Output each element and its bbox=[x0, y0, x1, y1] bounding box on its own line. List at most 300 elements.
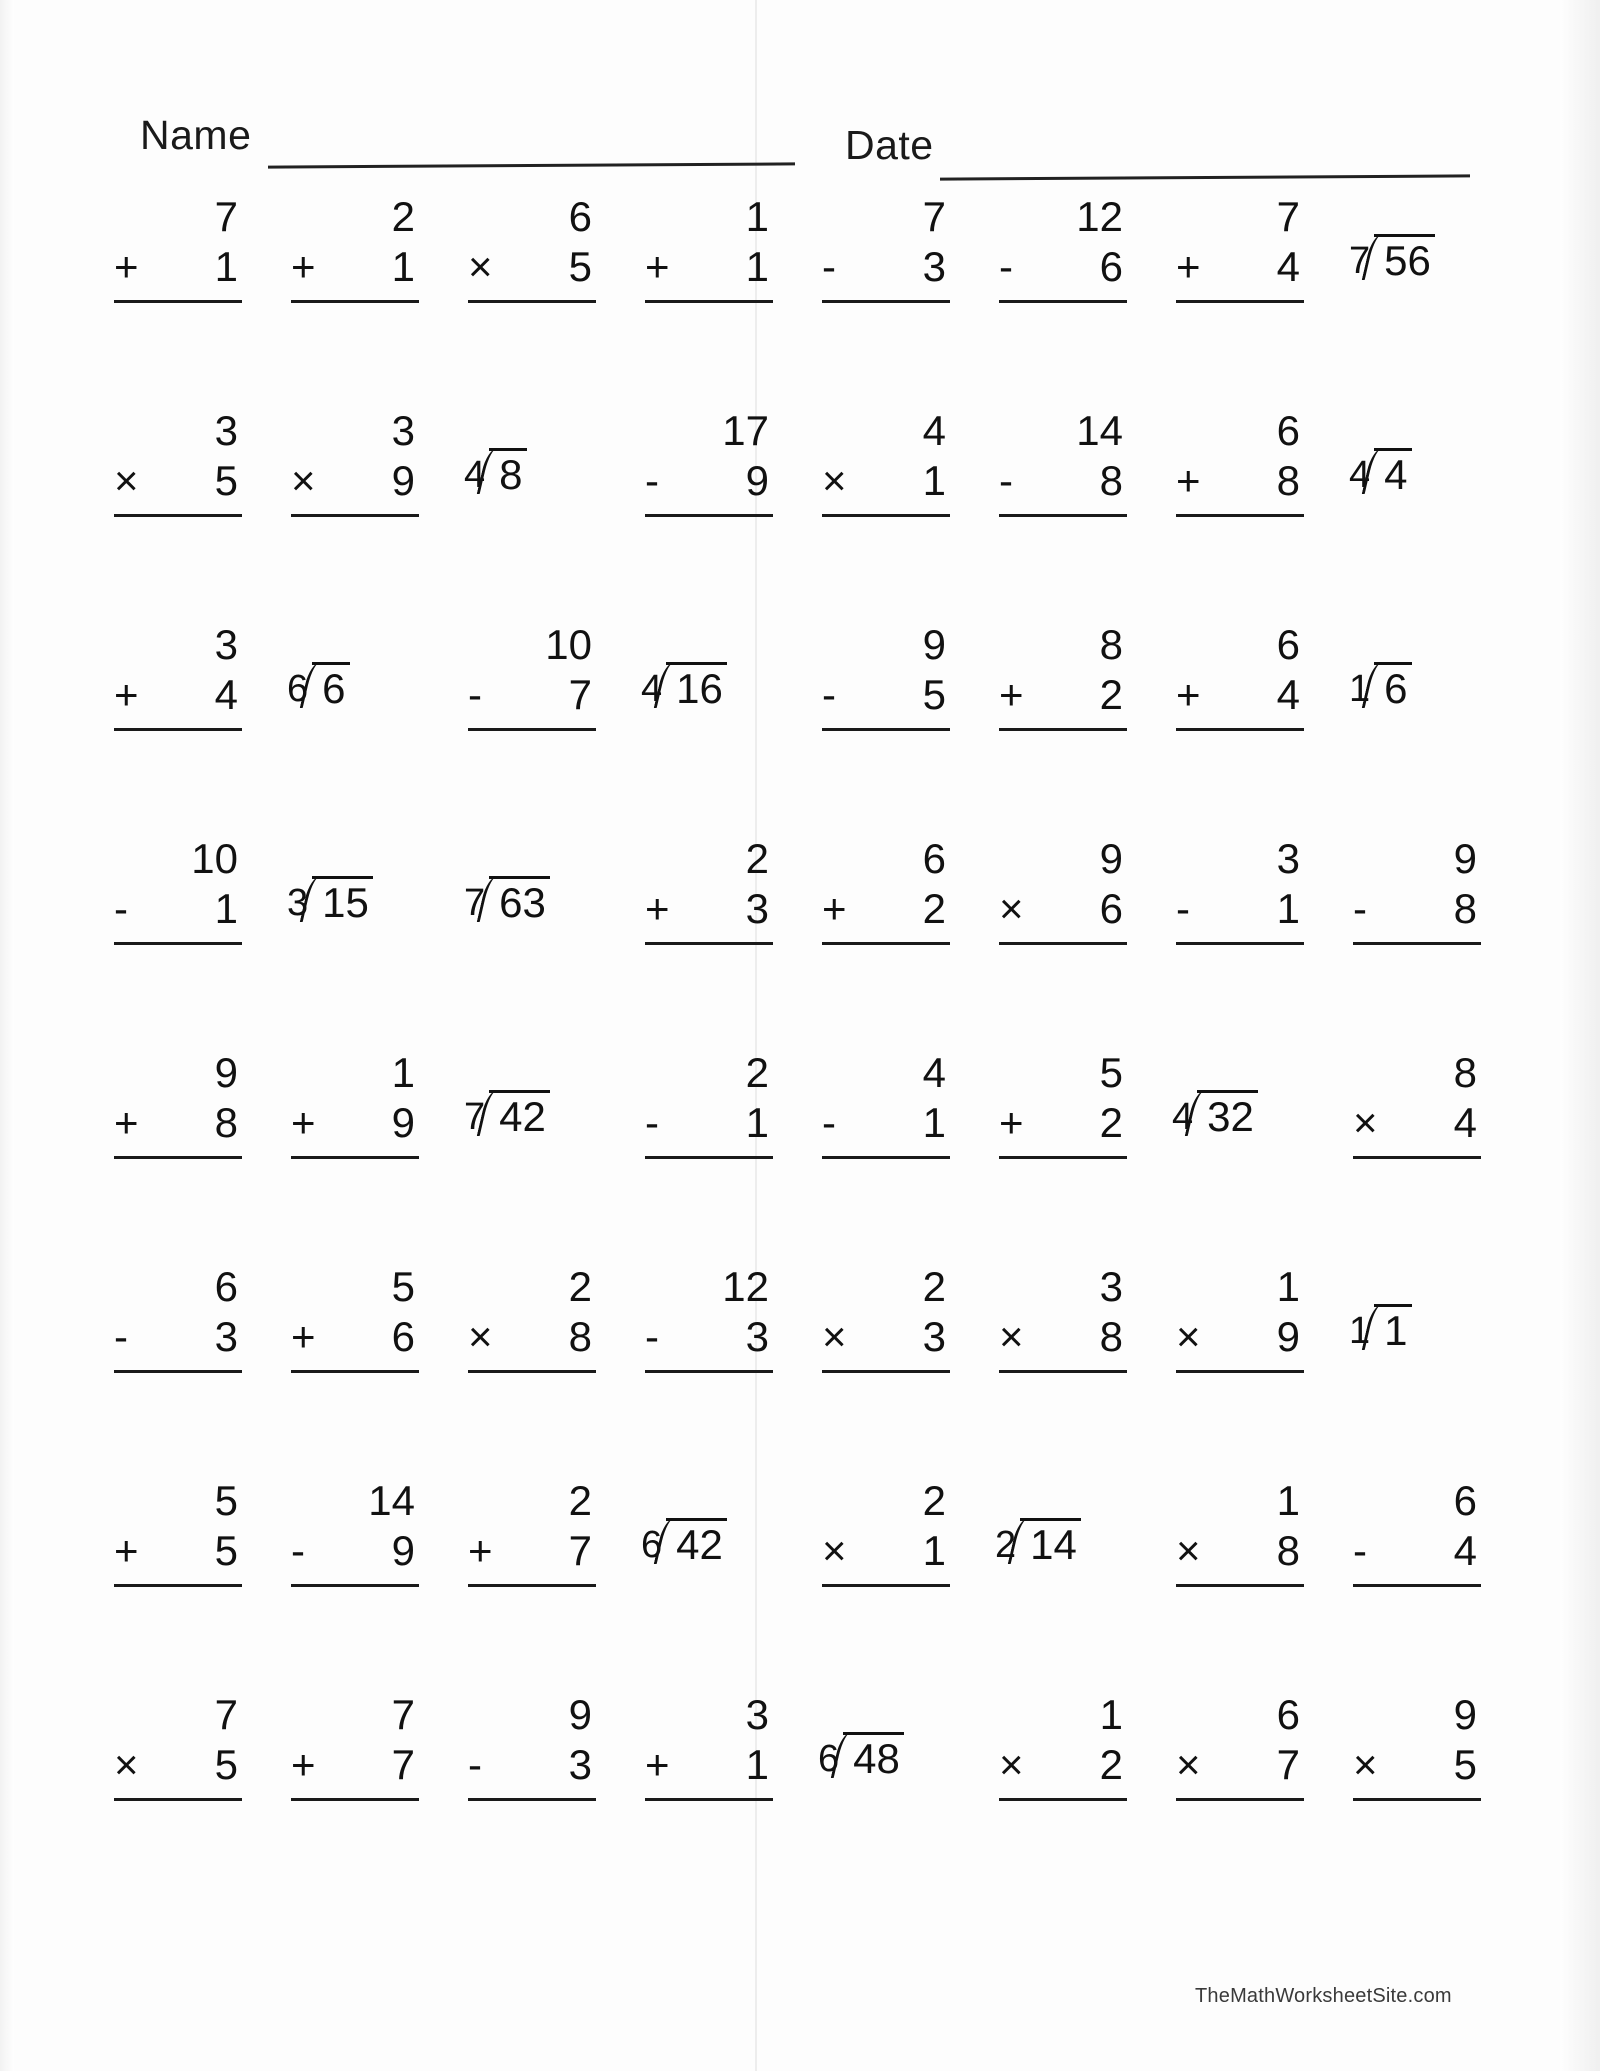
vertical-problem bbox=[999, 621, 1139, 731]
vertical-problem bbox=[645, 193, 785, 303]
vertical-problem bbox=[1353, 1049, 1493, 1159]
operator-symbol: - bbox=[999, 243, 1013, 290]
answer-rule[interactable] bbox=[1176, 514, 1304, 517]
operand-top: 4 bbox=[922, 1049, 946, 1096]
answer-rule[interactable] bbox=[468, 728, 596, 731]
division-bracket-icon bbox=[662, 1518, 727, 1566]
operator-operand-row bbox=[468, 1527, 608, 1582]
operand-bottom: 8 bbox=[568, 1313, 592, 1360]
operand-top: 2 bbox=[922, 1477, 946, 1524]
operator-symbol: + bbox=[291, 243, 316, 290]
operand-bottom: 5 bbox=[214, 457, 238, 504]
answer-rule[interactable] bbox=[645, 1370, 773, 1373]
problem-cell bbox=[273, 1688, 450, 1902]
operand-bottom: 8 bbox=[1276, 457, 1300, 504]
problem-cell bbox=[981, 404, 1158, 618]
operand-top: 17 bbox=[722, 407, 769, 454]
problem-cell bbox=[804, 832, 981, 1046]
operand-bottom: 3 bbox=[745, 885, 769, 932]
operator-symbol: × bbox=[291, 457, 316, 504]
operator-operand-row bbox=[999, 457, 1139, 512]
operator-symbol: × bbox=[468, 243, 493, 290]
operator-operand-row bbox=[999, 1099, 1139, 1154]
operator-symbol: - bbox=[822, 243, 836, 290]
problem-cell bbox=[981, 1688, 1158, 1902]
operator-symbol: + bbox=[114, 1099, 139, 1146]
operand-top: 9 bbox=[1453, 1691, 1477, 1738]
problem-cell bbox=[627, 404, 804, 618]
operand-top: 6 bbox=[1453, 1477, 1477, 1524]
operand-bottom: 9 bbox=[391, 1099, 415, 1146]
divisor: 1 bbox=[1349, 1310, 1371, 1352]
dividend: 56 bbox=[1374, 234, 1435, 282]
dividend: 48 bbox=[843, 1732, 904, 1780]
problem-cell bbox=[96, 618, 273, 832]
operator-operand-row bbox=[291, 1527, 431, 1582]
problem-cell bbox=[1335, 1046, 1512, 1260]
vertical-problem bbox=[999, 1691, 1139, 1801]
problem-cell bbox=[1335, 404, 1512, 618]
vertical-problem bbox=[114, 835, 254, 945]
operand-bottom: 8 bbox=[1099, 457, 1123, 504]
operand-top: 5 bbox=[214, 1477, 238, 1524]
operator-symbol: - bbox=[1353, 1527, 1367, 1574]
answer-rule[interactable] bbox=[645, 300, 773, 303]
operator-symbol: - bbox=[1353, 885, 1367, 932]
answer-rule[interactable] bbox=[114, 1370, 242, 1373]
answer-rule[interactable] bbox=[999, 1798, 1127, 1801]
vertical-problem bbox=[1176, 835, 1316, 945]
problem-cell bbox=[981, 1260, 1158, 1474]
divisor: 6 bbox=[818, 1738, 840, 1780]
problem-cell bbox=[96, 1046, 273, 1260]
operator-symbol: × bbox=[1176, 1527, 1201, 1574]
answer-rule[interactable] bbox=[291, 1584, 419, 1587]
dividend: 42 bbox=[489, 1090, 550, 1138]
problem-cell bbox=[1158, 1688, 1335, 1902]
vertical-problem bbox=[468, 193, 608, 303]
division-problem bbox=[818, 1732, 904, 1780]
problem-cell bbox=[273, 1474, 450, 1688]
operand-bottom: 3 bbox=[922, 1313, 946, 1360]
answer-rule[interactable] bbox=[468, 300, 596, 303]
operator-symbol: + bbox=[1176, 671, 1201, 718]
operand-top: 6 bbox=[1276, 407, 1300, 454]
operator-symbol: - bbox=[468, 1741, 482, 1788]
operator-symbol: × bbox=[114, 1741, 139, 1788]
operator-operand-row bbox=[114, 885, 254, 940]
operator-operand-row bbox=[822, 1313, 962, 1368]
operator-symbol: + bbox=[1176, 243, 1201, 290]
answer-rule[interactable] bbox=[822, 1156, 950, 1159]
operator-symbol: × bbox=[1353, 1741, 1378, 1788]
operator-symbol: - bbox=[645, 1313, 659, 1360]
operand-top: 9 bbox=[214, 1049, 238, 1096]
answer-rule[interactable] bbox=[822, 300, 950, 303]
answer-rule[interactable] bbox=[1353, 942, 1481, 945]
dividend: 16 bbox=[666, 662, 727, 710]
division-bracket-icon bbox=[485, 876, 550, 924]
answer-rule[interactable] bbox=[822, 514, 950, 517]
problem-cell bbox=[450, 1260, 627, 1474]
answer-rule[interactable] bbox=[1176, 1584, 1304, 1587]
vertical-problem bbox=[1353, 1477, 1493, 1587]
operand-top: 2 bbox=[745, 835, 769, 882]
scan-edge-left bbox=[0, 0, 14, 2071]
answer-rule[interactable] bbox=[114, 728, 242, 731]
operator-symbol: - bbox=[114, 1313, 128, 1360]
answer-rule[interactable] bbox=[468, 1584, 596, 1587]
answer-rule[interactable] bbox=[822, 1584, 950, 1587]
operator-symbol: - bbox=[114, 885, 128, 932]
problem-cell bbox=[273, 832, 450, 1046]
problem-cell bbox=[804, 618, 981, 832]
operand-top: 9 bbox=[1453, 835, 1477, 882]
operand-top: 2 bbox=[568, 1477, 592, 1524]
operand-bottom: 1 bbox=[391, 243, 415, 290]
answer-rule[interactable] bbox=[291, 1370, 419, 1373]
operator-operand-row bbox=[291, 457, 431, 512]
answer-rule[interactable] bbox=[822, 1370, 950, 1373]
operand-top: 14 bbox=[368, 1477, 415, 1524]
answer-rule[interactable] bbox=[645, 942, 773, 945]
answer-rule[interactable] bbox=[1176, 1798, 1304, 1801]
operand-top: 9 bbox=[568, 1691, 592, 1738]
problem-cell bbox=[273, 618, 450, 832]
operand-top: 10 bbox=[191, 835, 238, 882]
division-problem bbox=[464, 448, 527, 496]
problem-cell bbox=[981, 1046, 1158, 1260]
operator-symbol: - bbox=[822, 671, 836, 718]
operand-bottom: 1 bbox=[745, 243, 769, 290]
answer-rule[interactable] bbox=[1176, 300, 1304, 303]
vertical-problem bbox=[999, 1049, 1139, 1159]
dividend: 42 bbox=[666, 1518, 727, 1566]
answer-rule[interactable] bbox=[645, 1798, 773, 1801]
operator-operand-row bbox=[645, 1099, 785, 1154]
vertical-problem bbox=[114, 1477, 254, 1587]
operator-symbol: × bbox=[822, 457, 847, 504]
division-bracket-icon bbox=[485, 448, 526, 496]
date-input-line[interactable] bbox=[940, 174, 1470, 180]
operator-symbol: + bbox=[645, 243, 670, 290]
division-bracket-icon bbox=[308, 662, 349, 710]
operand-top: 5 bbox=[391, 1263, 415, 1310]
answer-rule[interactable] bbox=[1353, 1584, 1481, 1587]
vertical-problem bbox=[114, 1049, 254, 1159]
operator-operand-row bbox=[114, 1741, 254, 1796]
divisor: 7 bbox=[464, 882, 486, 924]
operator-symbol: + bbox=[291, 1099, 316, 1146]
operator-operand-row bbox=[114, 457, 254, 512]
answer-rule[interactable] bbox=[999, 300, 1127, 303]
operator-symbol: - bbox=[645, 1099, 659, 1146]
problem-cell bbox=[1158, 190, 1335, 404]
operand-bottom: 5 bbox=[922, 671, 946, 718]
operand-bottom: 1 bbox=[745, 1741, 769, 1788]
operand-top: 4 bbox=[922, 407, 946, 454]
operand-bottom: 1 bbox=[922, 1527, 946, 1574]
answer-rule[interactable] bbox=[114, 514, 242, 517]
problem-cell bbox=[627, 618, 804, 832]
operator-operand-row bbox=[645, 885, 785, 940]
problem-cell bbox=[1335, 618, 1512, 832]
footer-credit: TheMathWorksheetSite.com bbox=[1195, 1985, 1452, 2007]
problem-grid bbox=[96, 190, 1516, 1902]
answer-rule[interactable] bbox=[1176, 728, 1304, 731]
operand-top: 1 bbox=[745, 193, 769, 240]
operand-top: 3 bbox=[214, 621, 238, 668]
operand-bottom: 6 bbox=[1099, 885, 1123, 932]
operator-symbol: × bbox=[468, 1313, 493, 1360]
problem-cell bbox=[981, 832, 1158, 1046]
problem-cell bbox=[804, 190, 981, 404]
operator-operand-row bbox=[999, 1313, 1139, 1368]
answer-rule[interactable] bbox=[645, 1156, 773, 1159]
operand-top: 6 bbox=[1276, 621, 1300, 668]
vertical-problem bbox=[1176, 1477, 1316, 1587]
vertical-problem bbox=[645, 835, 785, 945]
division-problem bbox=[464, 1090, 550, 1138]
answer-rule[interactable] bbox=[822, 942, 950, 945]
answer-rule[interactable] bbox=[1353, 1798, 1481, 1801]
operand-bottom: 5 bbox=[1453, 1741, 1477, 1788]
problem-cell bbox=[450, 190, 627, 404]
vertical-problem bbox=[999, 835, 1139, 945]
operator-operand-row bbox=[114, 1099, 254, 1154]
vertical-problem bbox=[468, 1477, 608, 1587]
problem-cell bbox=[627, 190, 804, 404]
operand-bottom: 9 bbox=[391, 457, 415, 504]
division-problem bbox=[1349, 234, 1435, 282]
answer-rule[interactable] bbox=[999, 942, 1127, 945]
operator-operand-row bbox=[114, 671, 254, 726]
vertical-problem bbox=[291, 1691, 431, 1801]
operand-bottom: 5 bbox=[214, 1527, 238, 1574]
problem-cell bbox=[273, 404, 450, 618]
operand-top: 7 bbox=[922, 193, 946, 240]
operand-top: 6 bbox=[214, 1263, 238, 1310]
vertical-problem bbox=[468, 1263, 608, 1373]
operator-operand-row bbox=[999, 885, 1139, 940]
divisor: 7 bbox=[464, 1096, 486, 1138]
problem-cell bbox=[627, 832, 804, 1046]
worksheet-header bbox=[0, 52, 1600, 168]
operator-symbol: + bbox=[468, 1527, 493, 1574]
problem-cell bbox=[1335, 1688, 1512, 1902]
vertical-problem bbox=[114, 407, 254, 517]
divisor: 7 bbox=[1349, 240, 1371, 282]
operator-operand-row bbox=[822, 1099, 962, 1154]
operator-operand-row bbox=[468, 243, 608, 298]
operator-operand-row bbox=[291, 1313, 431, 1368]
operand-top: 1 bbox=[391, 1049, 415, 1096]
vertical-problem bbox=[1176, 1691, 1316, 1801]
dividend: 6 bbox=[312, 662, 349, 710]
division-problem bbox=[1349, 448, 1412, 496]
problem-cell bbox=[273, 1046, 450, 1260]
operand-bottom: 2 bbox=[1099, 1741, 1123, 1788]
operator-symbol: - bbox=[291, 1527, 305, 1574]
answer-rule[interactable] bbox=[114, 1156, 242, 1159]
operator-operand-row bbox=[291, 1099, 431, 1154]
operand-top: 9 bbox=[1099, 835, 1123, 882]
operand-bottom: 1 bbox=[214, 885, 238, 932]
answer-rule[interactable] bbox=[999, 728, 1127, 731]
operator-operand-row bbox=[1176, 1741, 1316, 1796]
operator-operand-row bbox=[1176, 1313, 1316, 1368]
answer-rule[interactable] bbox=[114, 1798, 242, 1801]
problem-cell bbox=[1158, 1046, 1335, 1260]
operand-bottom: 8 bbox=[1099, 1313, 1123, 1360]
vertical-problem bbox=[822, 1263, 962, 1373]
problem-cell bbox=[627, 1474, 804, 1688]
operator-operand-row bbox=[999, 243, 1139, 298]
operator-symbol: + bbox=[999, 1099, 1024, 1146]
operand-bottom: 4 bbox=[1453, 1527, 1477, 1574]
vertical-problem bbox=[1176, 621, 1316, 731]
vertical-problem bbox=[822, 835, 962, 945]
operator-symbol: + bbox=[114, 1527, 139, 1574]
problem-cell bbox=[981, 190, 1158, 404]
vertical-problem bbox=[645, 407, 785, 517]
division-problem bbox=[1172, 1090, 1258, 1138]
operand-bottom: 3 bbox=[214, 1313, 238, 1360]
operand-top: 7 bbox=[391, 1691, 415, 1738]
operator-operand-row bbox=[1176, 885, 1316, 940]
operator-symbol: - bbox=[468, 671, 482, 718]
operator-symbol: × bbox=[999, 1313, 1024, 1360]
divisor: 4 bbox=[1349, 454, 1371, 496]
operator-operand-row bbox=[822, 671, 962, 726]
operand-bottom: 4 bbox=[214, 671, 238, 718]
answer-rule[interactable] bbox=[114, 300, 242, 303]
problem-cell bbox=[96, 190, 273, 404]
operand-bottom: 6 bbox=[391, 1313, 415, 1360]
vertical-problem bbox=[291, 1477, 431, 1587]
dividend: 1 bbox=[1374, 1304, 1411, 1352]
operator-operand-row bbox=[822, 885, 962, 940]
problem-cell bbox=[450, 1474, 627, 1688]
operand-bottom: 1 bbox=[922, 457, 946, 504]
operator-operand-row bbox=[114, 243, 254, 298]
answer-rule[interactable] bbox=[999, 1370, 1127, 1373]
division-problem bbox=[287, 662, 350, 710]
operator-operand-row bbox=[468, 1313, 608, 1368]
operator-operand-row bbox=[1176, 457, 1316, 512]
answer-rule[interactable] bbox=[468, 1798, 596, 1801]
problem-cell bbox=[450, 618, 627, 832]
answer-rule[interactable] bbox=[1353, 1156, 1481, 1159]
division-bracket-icon bbox=[839, 1732, 904, 1780]
answer-rule[interactable] bbox=[291, 514, 419, 517]
problem-cell bbox=[450, 832, 627, 1046]
operand-top: 1 bbox=[1276, 1477, 1300, 1524]
vertical-problem bbox=[468, 1691, 608, 1801]
operand-bottom: 2 bbox=[1099, 671, 1123, 718]
answer-rule[interactable] bbox=[645, 514, 773, 517]
operator-symbol: + bbox=[1176, 457, 1201, 504]
divisor: 1 bbox=[1349, 668, 1371, 710]
operand-bottom: 8 bbox=[1453, 885, 1477, 932]
name-label: Name bbox=[140, 112, 252, 158]
answer-rule[interactable] bbox=[291, 300, 419, 303]
operator-operand-row bbox=[468, 1741, 608, 1796]
dividend: 4 bbox=[1374, 448, 1411, 496]
operator-operand-row bbox=[645, 1313, 785, 1368]
operator-symbol: - bbox=[645, 457, 659, 504]
operator-operand-row bbox=[291, 1741, 431, 1796]
vertical-problem bbox=[1353, 1691, 1493, 1801]
operand-top: 7 bbox=[1276, 193, 1300, 240]
dividend: 6 bbox=[1374, 662, 1411, 710]
operand-bottom: 1 bbox=[745, 1099, 769, 1146]
answer-rule[interactable] bbox=[999, 1156, 1127, 1159]
problem-cell bbox=[981, 618, 1158, 832]
vertical-problem bbox=[114, 1691, 254, 1801]
operand-top: 6 bbox=[568, 193, 592, 240]
division-bracket-icon bbox=[1370, 662, 1411, 710]
problem-cell bbox=[273, 190, 450, 404]
answer-rule[interactable] bbox=[114, 1584, 242, 1587]
vertical-problem bbox=[822, 407, 962, 517]
operator-operand-row bbox=[1176, 243, 1316, 298]
operand-top: 2 bbox=[922, 1263, 946, 1310]
answer-rule[interactable] bbox=[291, 1156, 419, 1159]
problem-cell bbox=[627, 1688, 804, 1902]
vertical-problem bbox=[999, 407, 1139, 517]
answer-rule[interactable] bbox=[1176, 942, 1304, 945]
operator-symbol: × bbox=[114, 457, 139, 504]
operand-top: 7 bbox=[214, 193, 238, 240]
operator-symbol: + bbox=[822, 885, 847, 932]
answer-rule[interactable] bbox=[999, 514, 1127, 517]
vertical-problem bbox=[822, 1477, 962, 1587]
vertical-problem bbox=[645, 1691, 785, 1801]
division-problem bbox=[287, 876, 373, 924]
problem-cell bbox=[1158, 618, 1335, 832]
answer-rule[interactable] bbox=[468, 1370, 596, 1373]
answer-rule[interactable] bbox=[1176, 1370, 1304, 1373]
operator-symbol: × bbox=[1176, 1313, 1201, 1360]
problem-cell bbox=[1158, 404, 1335, 618]
vertical-problem bbox=[999, 193, 1139, 303]
vertical-problem bbox=[291, 1049, 431, 1159]
answer-rule[interactable] bbox=[822, 728, 950, 731]
operator-symbol: + bbox=[645, 1741, 670, 1788]
vertical-problem bbox=[645, 1263, 785, 1373]
operand-bottom: 1 bbox=[214, 243, 238, 290]
operand-bottom: 8 bbox=[1276, 1527, 1300, 1574]
operand-bottom: 5 bbox=[214, 1741, 238, 1788]
answer-rule[interactable] bbox=[291, 1798, 419, 1801]
operand-top: 12 bbox=[722, 1263, 769, 1310]
vertical-problem bbox=[1176, 407, 1316, 517]
name-input-line[interactable] bbox=[268, 162, 795, 168]
operator-operand-row bbox=[291, 243, 431, 298]
operator-operand-row bbox=[1176, 671, 1316, 726]
operator-operand-row bbox=[1353, 885, 1493, 940]
problem-cell bbox=[96, 832, 273, 1046]
divisor: 6 bbox=[641, 1524, 663, 1566]
operand-bottom: 1 bbox=[922, 1099, 946, 1146]
vertical-problem bbox=[114, 193, 254, 303]
operator-symbol: + bbox=[999, 671, 1024, 718]
vertical-problem bbox=[822, 1049, 962, 1159]
division-problem bbox=[641, 662, 727, 710]
problem-cell bbox=[627, 1260, 804, 1474]
answer-rule[interactable] bbox=[114, 942, 242, 945]
